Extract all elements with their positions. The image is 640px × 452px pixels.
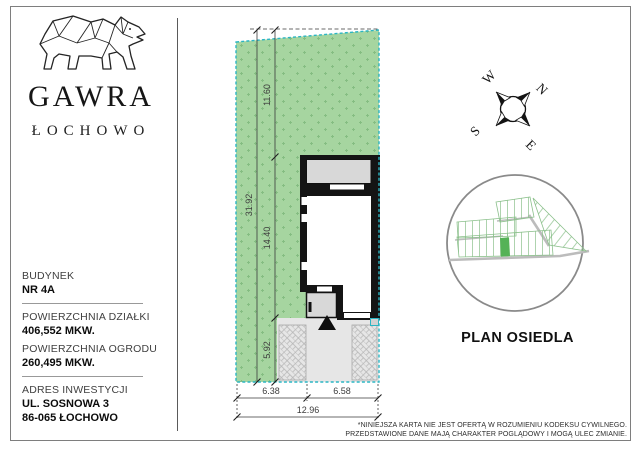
brand-location: ŁOCHOWO bbox=[31, 123, 151, 139]
compass-south-label: S bbox=[467, 123, 483, 139]
paving-right bbox=[352, 325, 377, 380]
building-label: BUDYNEK bbox=[22, 270, 75, 282]
address-street: UL. SOSNOWA 3 bbox=[22, 398, 109, 410]
legal-disclaimer bbox=[297, 421, 627, 439]
window-opening bbox=[302, 262, 308, 270]
terrace bbox=[307, 160, 372, 184]
garden-area-label: POWIERZCHNIA OGRODU bbox=[22, 343, 158, 355]
dim-building-depth: 14.40 bbox=[262, 226, 272, 250]
plot-area-label: POWIERZCHNIA DZIAŁKI bbox=[22, 311, 150, 323]
dim-width-right: 6.58 bbox=[333, 386, 351, 396]
estate-plan-map bbox=[440, 170, 595, 320]
estate-plan-title: PLAN OSIEDLA bbox=[461, 330, 574, 346]
front-window-opening bbox=[344, 313, 370, 318]
plot-area-value: 406,552 MKW. bbox=[22, 325, 95, 337]
address-city: 86-065 ŁOCHOWO bbox=[22, 412, 118, 424]
paving-left bbox=[279, 325, 306, 380]
compass-west-label: W bbox=[479, 67, 499, 87]
compass-east-label: E bbox=[522, 136, 540, 154]
dim-front-depth: 5.92 bbox=[262, 341, 272, 359]
terrace-door-opening bbox=[330, 185, 364, 190]
building-footprint bbox=[300, 155, 380, 320]
dim-garden-depth: 11.60 bbox=[262, 84, 272, 106]
dim-total-width: 12.96 bbox=[296, 405, 320, 415]
building-value: NR 4A bbox=[22, 284, 56, 296]
disclaimer-line-1: *NINIEJSZA KARTA NIE JEST OFERTĄ W ROZUMIENIU KODEKSU CYWILNEGO. bbox=[357, 422, 627, 429]
window-opening bbox=[302, 214, 308, 222]
brand-name: GAWRA bbox=[28, 80, 154, 113]
compass-north-label: N bbox=[533, 80, 551, 98]
address-label: ADRES INWESTYCJI bbox=[22, 384, 128, 396]
window-opening bbox=[302, 197, 308, 205]
utility-box bbox=[371, 319, 379, 326]
dim-total-height: 31.92 bbox=[244, 193, 254, 217]
garden-area-value: 260,495 MKW. bbox=[22, 357, 95, 369]
compass-rose-icon bbox=[455, 55, 565, 165]
dim-width-left: 6.38 bbox=[262, 386, 280, 396]
highlighted-lot bbox=[500, 237, 510, 256]
disclaimer-line-2: PRZEDSTAWIONE DANE MAJĄ CHARAKTER POGLĄDOWY I MOGĄ ULEC ZMIANIE. bbox=[345, 431, 627, 438]
side-door-opening bbox=[317, 287, 332, 292]
